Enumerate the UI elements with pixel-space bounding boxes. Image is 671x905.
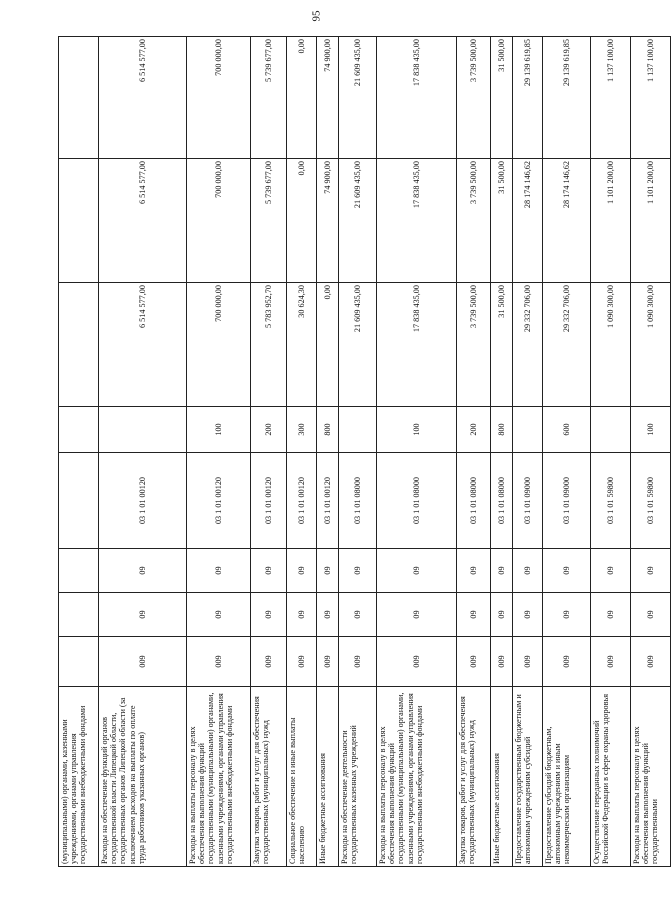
row-amount-2: 31 500,00: [491, 159, 513, 283]
row-name: Социальное обеспечение и иные выплаты населению: [287, 687, 317, 867]
row-amount-1: 1 090 300,00: [631, 283, 671, 407]
row-amount-3: 29 139 619,85: [543, 37, 591, 159]
row-article: [59, 453, 99, 549]
row-amount-2: 6 514 577,00: [99, 159, 187, 283]
row-amount-2: [59, 159, 99, 283]
row-amount-3: 21 609 435,00: [339, 37, 377, 159]
budget-table-rotated: [58, 37, 660, 867]
row-name: Расходы на выплаты персоналу в целях обеспечения выполнения функций государственными (муниципальными) органами, казенными учреждениями, органами управления государственными внебюджетными фондами: [377, 687, 457, 867]
row-amount-2: 1 101 200,00: [631, 159, 671, 283]
row-code: [59, 637, 99, 687]
row-subsection: 09: [377, 549, 457, 593]
row-expense-kind: 100: [187, 407, 251, 453]
row-amount-1: 1 090 300,00: [591, 283, 631, 407]
row-article: 03 1 01 08000: [491, 453, 513, 549]
row-amount-2: 21 609 435,00: [339, 159, 377, 283]
row-amount-2: 1 101 200,00: [591, 159, 631, 283]
row-amount-2: 17 838 435,00: [377, 159, 457, 283]
table-row: [543, 37, 591, 867]
row-amount-1: 29 332 706,00: [513, 283, 543, 407]
row-name: Закупка товаров, работ и услуг для обеспечения государственных (муниципальных) нужд: [251, 687, 287, 867]
row-article: 03 1 01 00120: [187, 453, 251, 549]
row-expense-kind: [59, 407, 99, 453]
table-row: [287, 37, 317, 867]
table-row: [251, 37, 287, 867]
row-code: 009: [631, 637, 671, 687]
row-expense-kind: [591, 407, 631, 453]
row-subsection: 09: [187, 549, 251, 593]
row-article: 03 1 01 59800: [631, 453, 671, 549]
row-article: 03 1 01 08000: [339, 453, 377, 549]
row-expense-kind: 800: [491, 407, 513, 453]
row-expense-kind: [339, 407, 377, 453]
row-name: Закупка товаров, работ и услуг для обеспечения государственных (муниципальных) нужд: [457, 687, 491, 867]
row-expense-kind: [99, 407, 187, 453]
row-code: 009: [377, 637, 457, 687]
row-name: Иные бюджетные ассигнования: [491, 687, 513, 867]
row-code: 009: [287, 637, 317, 687]
row-subsection: 09: [251, 549, 287, 593]
row-section: [59, 593, 99, 637]
row-section: 09: [377, 593, 457, 637]
row-code: 009: [591, 637, 631, 687]
row-article: 03 1 01 00120: [251, 453, 287, 549]
row-amount-2: 5 739 677,00: [251, 159, 287, 283]
row-amount-3: [59, 37, 99, 159]
table-row: [377, 37, 457, 867]
row-subsection: 09: [491, 549, 513, 593]
row-amount-1: 3 739 500,00: [457, 283, 491, 407]
row-amount-2: 74 900,00: [317, 159, 339, 283]
row-amount-3: 0,00: [287, 37, 317, 159]
row-amount-3: 74 900,00: [317, 37, 339, 159]
row-section: 09: [287, 593, 317, 637]
row-section: 09: [99, 593, 187, 637]
row-amount-3: 31 500,00: [491, 37, 513, 159]
row-amount-1: 700 000,00: [187, 283, 251, 407]
row-amount-2: 0,00: [287, 159, 317, 283]
row-code: 009: [317, 637, 339, 687]
row-subsection: 09: [99, 549, 187, 593]
row-amount-3: 29 139 619,85: [513, 37, 543, 159]
row-code: 009: [251, 637, 287, 687]
row-subsection: 09: [287, 549, 317, 593]
row-subsection: 09: [513, 549, 543, 593]
row-section: 09: [543, 593, 591, 637]
row-amount-1: 31 500,00: [491, 283, 513, 407]
row-name: Иные бюджетные ассигнования: [317, 687, 339, 867]
row-section: 09: [317, 593, 339, 637]
row-code: 009: [543, 637, 591, 687]
row-amount-2: 28 174 146,62: [543, 159, 591, 283]
row-amount-3: 3 739 500,00: [457, 37, 491, 159]
table-row: [513, 37, 543, 867]
row-section: 09: [339, 593, 377, 637]
table-row: [631, 37, 671, 867]
row-article: 03 1 01 09000: [543, 453, 591, 549]
row-amount-3: 1 137 100,00: [591, 37, 631, 159]
row-code: 009: [339, 637, 377, 687]
row-expense-kind: [513, 407, 543, 453]
row-article: 03 1 01 59800: [591, 453, 631, 549]
table-row: [59, 37, 99, 867]
row-amount-1: 29 332 706,00: [543, 283, 591, 407]
table-row: [491, 37, 513, 867]
row-expense-kind: 100: [631, 407, 671, 453]
table-body: [59, 37, 671, 867]
row-article: 03 1 01 09000: [513, 453, 543, 549]
row-subsection: 09: [543, 549, 591, 593]
row-code: 009: [513, 637, 543, 687]
row-amount-3: 17 838 435,00: [377, 37, 457, 159]
row-amount-1: 5 783 952,70: [251, 283, 287, 407]
row-subsection: 09: [631, 549, 671, 593]
table-row: [339, 37, 377, 867]
row-article: 03 1 01 08000: [457, 453, 491, 549]
row-code: 009: [99, 637, 187, 687]
row-expense-kind: 100: [377, 407, 457, 453]
row-section: 09: [591, 593, 631, 637]
row-section: 09: [631, 593, 671, 637]
table-row: [99, 37, 187, 867]
row-name: (муниципальными) органами, казенными учреждениями, органами управления государственными внебюджетными фондами: [59, 687, 99, 867]
row-section: 09: [457, 593, 491, 637]
row-section: 09: [513, 593, 543, 637]
row-amount-3: 5 739 677,00: [251, 37, 287, 159]
row-expense-kind: 300: [287, 407, 317, 453]
row-code: 009: [457, 637, 491, 687]
row-expense-kind: 200: [251, 407, 287, 453]
row-amount-1: 6 514 577,00: [99, 283, 187, 407]
row-name: Предоставление субсидий бюджетным, автономным учреждениям и иным некоммерческим организациям: [543, 687, 591, 867]
row-name: Расходы на обеспечение функций органов государственной власти Липецкой области, государственных органов Липецкой области (за исключением расходов на выплаты по оплате труда работников указанных органов): [99, 687, 187, 867]
row-article: 03 1 01 00120: [317, 453, 339, 549]
row-amount-3: 1 137 100,00: [631, 37, 671, 159]
row-section: 09: [187, 593, 251, 637]
row-amount-1: 30 624,30: [287, 283, 317, 407]
row-amount-1: 17 838 435,00: [377, 283, 457, 407]
row-article: 03 1 01 00120: [287, 453, 317, 549]
row-subsection: 09: [339, 549, 377, 593]
row-subsection: 09: [591, 549, 631, 593]
row-name: Предоставление государственным бюджетным и автономным учреждениям субсидий: [513, 687, 543, 867]
row-amount-1: 21 609 435,00: [339, 283, 377, 407]
row-name: Расходы на выплаты персоналу в целях обеспечения выполнения функций государственными (муниципальными) органами, казенными учреждениями, органами управления государственными внебюджетными фондами: [187, 687, 251, 867]
row-amount-2: 3 739 500,00: [457, 159, 491, 283]
row-amount-3: 6 514 577,00: [99, 37, 187, 159]
row-name: Осуществление переданных полномочий Российской Федерации в сфере охраны здоровья: [591, 687, 631, 867]
table-row: [187, 37, 251, 867]
row-amount-2: 700 000,00: [187, 159, 251, 283]
row-amount-1: 0,00: [317, 283, 339, 407]
budget-table: [58, 36, 671, 867]
row-article: 03 1 01 00120: [99, 453, 187, 549]
page-number: 95: [310, 10, 323, 22]
row-code: 009: [187, 637, 251, 687]
row-code: 009: [491, 637, 513, 687]
table-row: [457, 37, 491, 867]
table-row: [317, 37, 339, 867]
row-name: Расходы на выплаты персоналу в целях обеспечения выполнения функций государственными: [631, 687, 671, 867]
row-section: 09: [491, 593, 513, 637]
row-expense-kind: 600: [543, 407, 591, 453]
row-section: 09: [251, 593, 287, 637]
row-subsection: [59, 549, 99, 593]
row-article: 03 1 01 08000: [377, 453, 457, 549]
row-expense-kind: 800: [317, 407, 339, 453]
table-row: [591, 37, 631, 867]
row-amount-2: 28 174 146,62: [513, 159, 543, 283]
row-name: Расходы на обеспечение деятельности государственных казенных учреждений: [339, 687, 377, 867]
row-expense-kind: 200: [457, 407, 491, 453]
row-amount-1: [59, 283, 99, 407]
row-subsection: 09: [317, 549, 339, 593]
row-subsection: 09: [457, 549, 491, 593]
row-amount-3: 700 000,00: [187, 37, 251, 159]
